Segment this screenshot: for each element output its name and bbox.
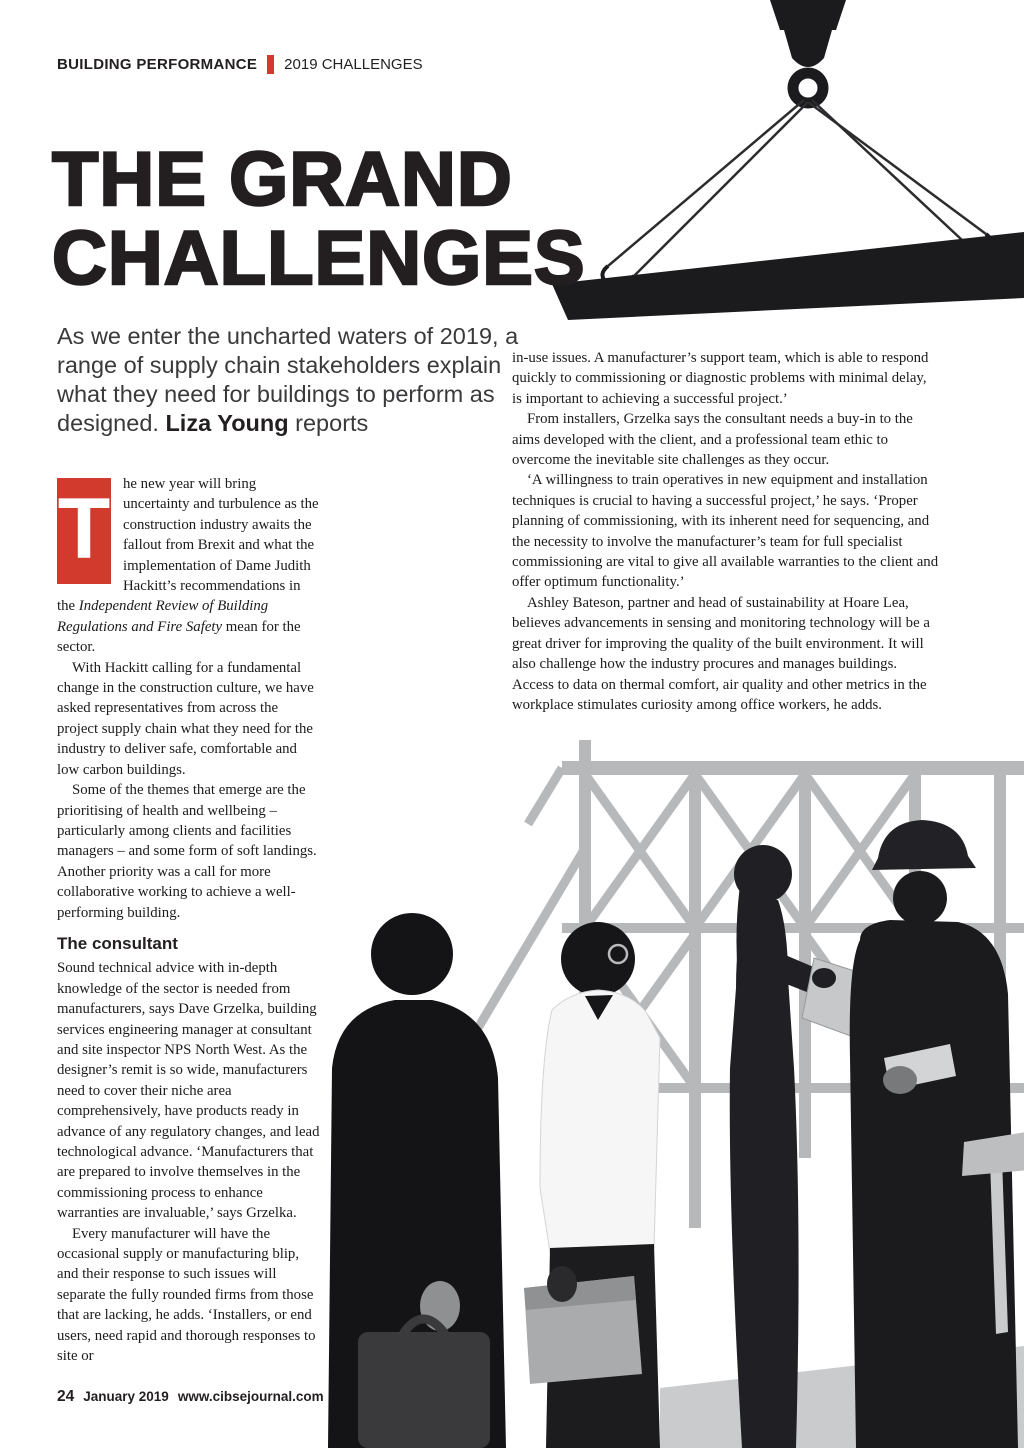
page-footer: [57, 1388, 324, 1406]
body-paragraph: Sound technical advice with in-depth knowledge of the sector is needed from manufacturers, says Dave Grzelka, building services engineering manager at consultant and site inspector NPS North West. As the designer’s remit is so wide, manufacturers need to cover their niche area comprehensively, have products ready in advance of any regulatory changes, and lead technological advance. ‘Manufacturers that are prepared to involve themselves in the commissioning process to enhance warranties are invaluable,’ says Grzelka.: [57, 960, 320, 1222]
hard-hat: [872, 820, 976, 870]
kicker: [57, 55, 423, 74]
steel-beam: [552, 232, 1024, 320]
figure-suited-man: [328, 913, 506, 1448]
standfirst: [57, 322, 519, 438]
body-paragraph: ‘A willingness to train operatives in new equipment and installation techniques is crucial to having a successful project,’ he says. ‘Proper planning of commissioning, with its inherent need for sequencing, and the necessity to involve the manufacturer’s team for full specialist commissioning are vital to give all available warranties to the client and offer optimum functionality.’: [512, 472, 939, 591]
standfirst-tail: reports: [288, 410, 369, 436]
body-paragraph: in-use issues. A manufacturer’s support team, which is able to respond quickly to commissioning or diagnostic problems with minimal delay, is important to achieving a successful project.’: [512, 350, 929, 407]
body-paragraph: With Hackitt calling for a fundamental change in the construction culture, we have asked representatives from across the project supply chain what they need for the industry to deliver safe, comfortable and low carbon buildings.: [57, 659, 314, 778]
opening-tail: mean for the sector.: [57, 618, 301, 656]
author-name: Liza Young: [165, 410, 289, 436]
crane-hook-illustration: [520, 0, 1024, 340]
body-paragraph: Ashley Bateson, partner and head of sustainability at Hoare Lea, believes advancements in sensing and monitoring technology will be a great driver for improving the quality of the built environment. It will also challenge how the industry procures and manages buildings. Access to data on thermal comfort, air quality and other metrics in the workplace stimulates curiosity among office workers, he adds.: [512, 594, 930, 713]
drop-cap: T: [57, 478, 111, 584]
section-label: BUILDING PERFORMANCE: [57, 56, 258, 73]
article-title-line1: THE GRAND: [52, 137, 513, 222]
body-column-left: [57, 474, 320, 1366]
crane-shackle-ring: [793, 73, 823, 103]
white-shirt: [540, 990, 660, 1252]
hand: [547, 1266, 577, 1302]
body-paragraph: From installers, Grzelka says the consultant needs a buy-in to the aims developed with the client, and a professional team ethic to overcome the inevitable site challenges as they occur.: [512, 411, 913, 469]
body-column-right: [512, 348, 940, 715]
crane-hook-block: [770, 0, 846, 67]
opening-text: he new year will bring uncertainty and turbulence as the construction industry awaits the fallout from Brexit and what the implementation of Dame Judith Hackitt’s recommendations in the: [57, 476, 319, 615]
page-number: 24: [57, 1388, 75, 1405]
construction-scene-illustration: [300, 728, 1024, 1448]
body-paragraph: Every manufacturer will have the occasional supply or manufacturing blip, and their response to such issues will separate the fully rounded firms from those that are lacking, he adds. ‘Installers, or end users, need rapid and thorough responses to site or: [57, 1225, 316, 1365]
article-title: [52, 137, 586, 301]
kicker-divider: [267, 55, 274, 74]
report-title-italic: Independent Review of Building Regulations and Fire Safety: [57, 598, 269, 635]
briefcase: [358, 1332, 490, 1448]
glove: [883, 1066, 917, 1094]
standfirst-lead: As we enter the uncharted waters of 2019, a range of supply chain stakeholders explain what they need for buildings to perform as designed.: [57, 323, 519, 436]
figure-man-white-shirt: [524, 922, 660, 1448]
section-subhead: The consultant: [57, 933, 178, 953]
body-paragraph: Some of the themes that emerge are the prioritising of health and wellbeing – particularly among clients and facilities managers – and some form of soft landings. Another priority was a call for more collaborative working to achieve a well-performing building.: [57, 782, 317, 921]
issue-date: January 2019: [83, 1389, 169, 1404]
website-url: www.cibsejournal.com: [177, 1389, 324, 1404]
topic-label: 2019 CHALLENGES: [284, 56, 423, 73]
article-title-line2: CHALLENGES: [52, 216, 586, 301]
